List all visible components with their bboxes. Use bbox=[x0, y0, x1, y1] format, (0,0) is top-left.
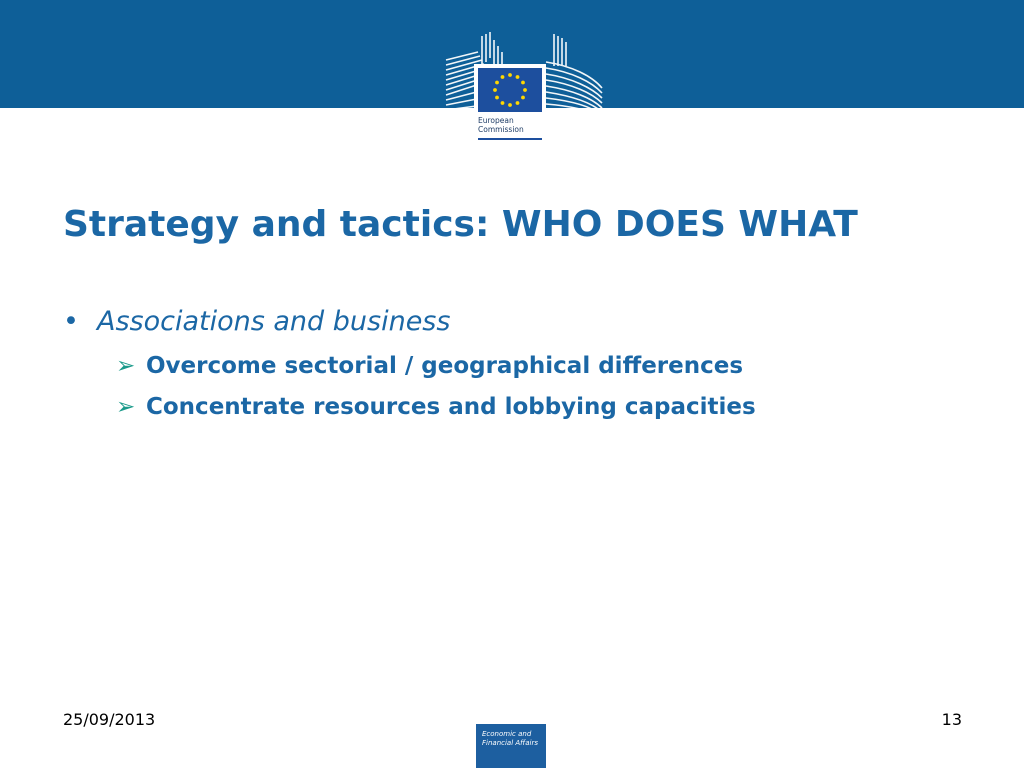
arrow-bullet-icon: ➢ bbox=[116, 394, 136, 420]
eu-star-icon bbox=[521, 96, 525, 100]
sub-bullet-item bbox=[116, 350, 743, 382]
logo-caption-line2: Commission bbox=[478, 125, 524, 134]
eu-star-icon bbox=[501, 75, 505, 79]
eu-star-icon bbox=[501, 101, 505, 105]
eu-star-icon bbox=[495, 96, 499, 100]
eu-star-icon bbox=[523, 88, 527, 92]
slide-title: Strategy and tactics: WHO DOES WHAT bbox=[63, 204, 858, 245]
page-number: 13 bbox=[941, 710, 962, 729]
eu-star-icon bbox=[516, 75, 520, 79]
eu-star-icon bbox=[508, 103, 512, 107]
dg-ecfin-badge bbox=[476, 724, 546, 768]
logo-caption bbox=[478, 116, 524, 134]
bullet-text: Associations and business bbox=[97, 306, 451, 337]
eu-star-icon bbox=[495, 81, 499, 85]
sub-bullet-text: Overcome sectorial / geographical differences bbox=[146, 353, 744, 379]
bullet-dot-icon: • bbox=[63, 306, 79, 337]
sub-bullet-item bbox=[116, 391, 756, 423]
arrow-bullet-icon: ➢ bbox=[116, 353, 136, 379]
badge-line2: Financial Affairs bbox=[482, 739, 538, 747]
eu-star-icon bbox=[521, 81, 525, 85]
eu-star-icon bbox=[493, 88, 497, 92]
badge-line1: Economic and bbox=[482, 730, 532, 738]
european-commission-logo bbox=[442, 32, 606, 146]
eu-star-icon bbox=[516, 101, 520, 105]
logo-caption-line1: European bbox=[478, 116, 514, 125]
footer-date: 25/09/2013 bbox=[63, 710, 156, 729]
bullet-item bbox=[63, 302, 450, 342]
eu-star-icon bbox=[508, 73, 512, 77]
sub-bullet-text: Concentrate resources and lobbying capacities bbox=[146, 394, 756, 420]
